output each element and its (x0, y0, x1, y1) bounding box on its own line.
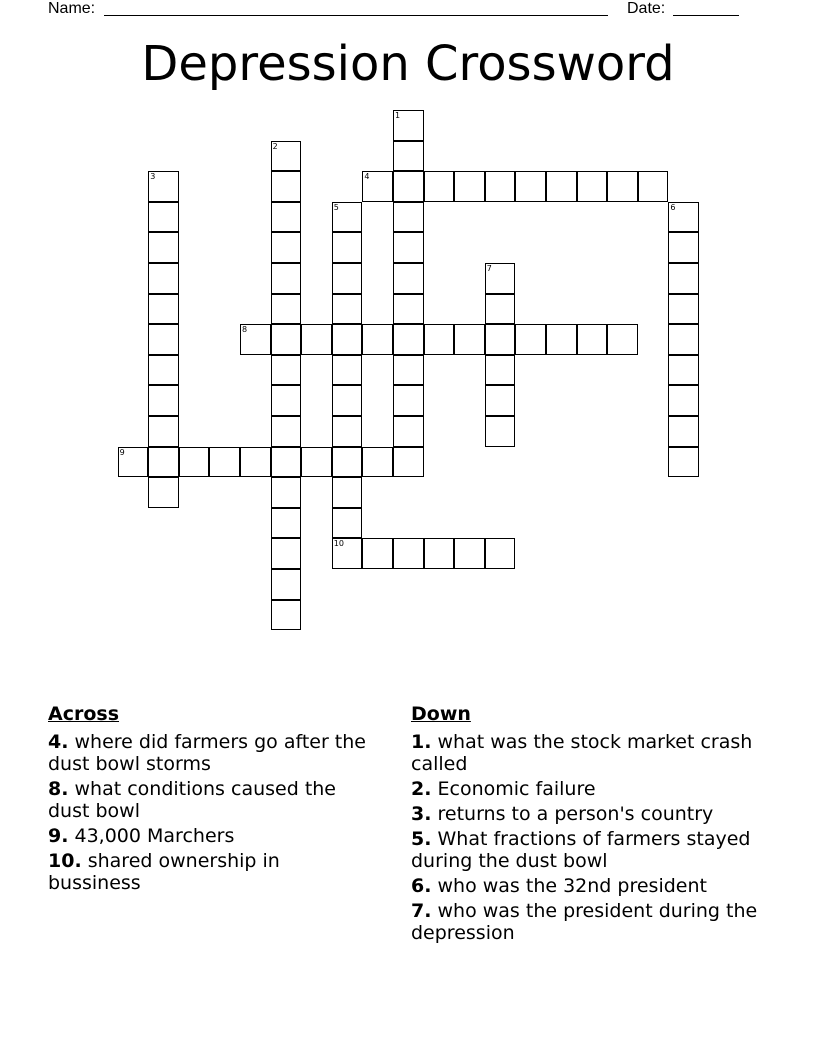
grid-cell[interactable] (271, 416, 302, 447)
grid-cell[interactable] (240, 324, 271, 355)
grid-cell[interactable] (301, 324, 332, 355)
grid-cell[interactable] (332, 232, 363, 263)
clue-text: what conditions caused the dust bowl (48, 778, 337, 822)
down-clues (411, 703, 771, 947)
clue-down-3 (411, 803, 771, 825)
grid-cell[interactable] (332, 355, 363, 386)
grid-cell[interactable] (271, 538, 302, 569)
grid-cell[interactable] (393, 202, 424, 233)
clue-number: 2. (411, 778, 432, 800)
clue-across-4 (48, 731, 378, 775)
grid-cell[interactable] (362, 324, 393, 355)
grid-cell[interactable] (148, 232, 179, 263)
clue-down-2 (411, 778, 771, 800)
grid-cell[interactable] (148, 294, 179, 325)
grid-cell[interactable] (118, 447, 149, 478)
grid-cell[interactable] (668, 416, 699, 447)
grid-cell[interactable] (546, 171, 577, 202)
grid-cell[interactable] (179, 447, 210, 478)
grid-cell[interactable] (148, 202, 179, 233)
grid-cell[interactable] (332, 416, 363, 447)
clue-number-label: 10 (333, 539, 344, 549)
grid-cell[interactable] (148, 324, 179, 355)
grid-cell[interactable] (271, 447, 302, 478)
grid-cell[interactable] (301, 447, 332, 478)
grid-cell[interactable] (362, 538, 393, 569)
grid-cell[interactable] (485, 385, 516, 416)
clue-number-label: 9 (119, 447, 125, 457)
grid-cell[interactable] (332, 447, 363, 478)
clue-number: 8. (48, 778, 69, 800)
grid-cell[interactable] (668, 355, 699, 386)
grid-cell[interactable] (271, 202, 302, 233)
clue-across-9 (48, 825, 378, 847)
grid-cell[interactable] (485, 416, 516, 447)
grid-cell[interactable] (668, 385, 699, 416)
grid-cell[interactable] (393, 447, 424, 478)
grid-cell[interactable] (485, 355, 516, 386)
grid-cell[interactable] (332, 324, 363, 355)
grid-cell[interactable] (577, 324, 608, 355)
clue-text: returns to a person's country (437, 803, 714, 825)
clue-text: 43,000 Marchers (74, 825, 235, 847)
clue-text: What fractions of farmers stayed during the dust bowl (411, 828, 751, 872)
grid-cell[interactable] (148, 355, 179, 386)
clue-number: 10. (48, 850, 82, 872)
date-label: Date: (627, 0, 666, 17)
grid-cell[interactable] (362, 171, 393, 202)
grid-cell[interactable] (393, 171, 424, 202)
grid-cell[interactable] (424, 171, 455, 202)
clue-number-label: 3 (150, 172, 156, 182)
grid-cell[interactable] (485, 324, 516, 355)
grid-cell[interactable] (148, 263, 179, 294)
grid-cell[interactable] (271, 477, 302, 508)
grid-cell[interactable] (515, 324, 546, 355)
grid-cell[interactable] (577, 171, 608, 202)
grid-cell[interactable] (332, 477, 363, 508)
grid-cell[interactable] (485, 294, 516, 325)
clue-down-5 (411, 828, 771, 872)
grid-cell[interactable] (393, 294, 424, 325)
grid-cell[interactable] (393, 538, 424, 569)
grid-cell[interactable] (271, 171, 302, 202)
clue-number: 3. (411, 803, 432, 825)
clue-number: 6. (411, 875, 432, 897)
clue-across-8 (48, 778, 378, 822)
grid-cell[interactable] (271, 385, 302, 416)
grid-cell[interactable] (546, 324, 577, 355)
clue-number-label: 6 (670, 202, 676, 212)
name-label: Name: (48, 0, 96, 17)
across-heading: Across (48, 703, 120, 725)
grid-cell[interactable] (271, 355, 302, 386)
grid-cell[interactable] (148, 447, 179, 478)
grid-cell[interactable] (240, 447, 271, 478)
grid-cell[interactable] (454, 171, 485, 202)
grid-cell[interactable] (607, 171, 638, 202)
clue-number-label: 5 (333, 202, 339, 212)
grid-cell[interactable] (393, 416, 424, 447)
grid-cell[interactable] (332, 385, 363, 416)
clue-number: 5. (411, 828, 432, 850)
grid-cell[interactable] (393, 324, 424, 355)
clue-text: where did farmers go after the dust bowl storms (48, 731, 366, 775)
clue-number: 1. (411, 731, 432, 753)
grid-cell[interactable] (454, 538, 485, 569)
clue-across-10 (48, 850, 378, 894)
grid-cell[interactable] (485, 171, 516, 202)
grid-cell[interactable] (668, 447, 699, 478)
across-clues (48, 703, 378, 897)
grid-cell[interactable] (485, 538, 516, 569)
grid-cell[interactable] (271, 508, 302, 539)
grid-cell[interactable] (148, 385, 179, 416)
clue-number: 4. (48, 731, 69, 753)
grid-cell[interactable] (668, 232, 699, 263)
clue-number: 7. (411, 900, 432, 922)
clue-text: Economic failure (437, 778, 596, 800)
grid-cell[interactable] (424, 324, 455, 355)
clue-text: who was the president during the depression (411, 900, 758, 944)
grid-cell[interactable] (515, 171, 546, 202)
grid-cell[interactable] (332, 202, 363, 233)
grid-cell[interactable] (607, 324, 638, 355)
grid-cell[interactable] (393, 263, 424, 294)
clue-number-label: 4 (364, 172, 370, 182)
grid-cell[interactable] (668, 202, 699, 233)
grid-cell[interactable] (668, 324, 699, 355)
clue-down-6 (411, 875, 771, 897)
grid-cell[interactable] (209, 447, 240, 478)
grid-cell[interactable] (271, 294, 302, 325)
grid-cell[interactable] (393, 141, 424, 172)
grid-cell[interactable] (393, 355, 424, 386)
clue-text: what was the stock market crash called (411, 731, 753, 775)
clue-number: 9. (48, 825, 69, 847)
grid-cell[interactable] (424, 538, 455, 569)
grid-cell[interactable] (271, 600, 302, 631)
grid-cell[interactable] (332, 263, 363, 294)
clue-text: who was the 32nd president (437, 875, 707, 897)
grid-cell[interactable] (271, 263, 302, 294)
down-heading: Down (411, 703, 471, 725)
grid-cell[interactable] (362, 447, 393, 478)
grid-cell[interactable] (332, 508, 363, 539)
clue-down-1 (411, 731, 771, 775)
clue-number-label: 2 (272, 141, 278, 151)
grid-cell[interactable] (668, 263, 699, 294)
grid-cell[interactable] (393, 232, 424, 263)
grid-cell[interactable] (332, 294, 363, 325)
grid-cell[interactable] (271, 141, 302, 172)
grid-cell[interactable] (271, 232, 302, 263)
grid-cell[interactable] (148, 477, 179, 508)
grid-cell[interactable] (271, 324, 302, 355)
clue-number-label: 7 (486, 264, 492, 273)
grid-cell[interactable] (638, 171, 669, 202)
grid-cell[interactable] (332, 538, 363, 569)
clue-down-7 (411, 900, 771, 944)
clue-number-label: 1 (395, 111, 401, 120)
page-title: Depression Crossword (141, 36, 675, 92)
grid-cell[interactable] (393, 385, 424, 416)
grid-cell[interactable] (454, 324, 485, 355)
grid-cell[interactable] (393, 110, 424, 141)
grid-cell[interactable] (271, 569, 302, 600)
grid-cell[interactable] (668, 294, 699, 325)
clue-number-label: 8 (242, 325, 248, 335)
grid-cell[interactable] (148, 171, 179, 202)
grid-cell[interactable] (485, 263, 516, 294)
grid-cell[interactable] (148, 416, 179, 447)
clue-text: shared ownership in bussiness (48, 850, 280, 894)
